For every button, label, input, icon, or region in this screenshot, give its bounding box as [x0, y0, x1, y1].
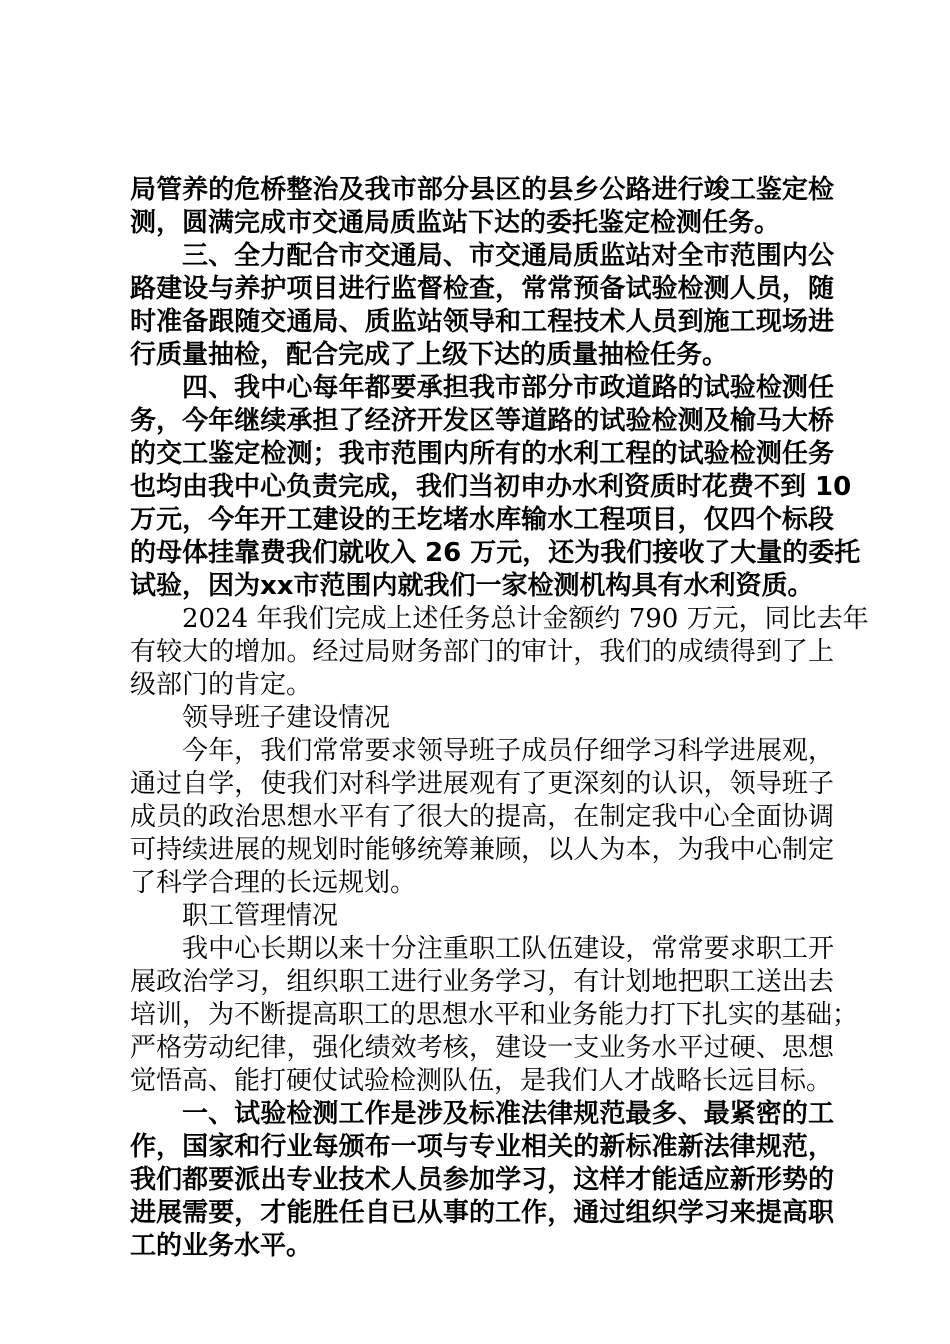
text-line: 严格劳动纪律，强化绩效考核，建设一支业务水平过硬、思想: [130, 1033, 834, 1063]
text-line: 试验，因为xx市范围内就我们一家检测机构具有水利资质。: [130, 571, 814, 601]
text-line: 万元，今年开工建设的王圪堵水库输水工程项目，仅四个标段: [130, 505, 834, 535]
text-line: 时准备跟随交通局、质监站领导和工程技术人员到施工现场进: [130, 307, 834, 337]
text-line: 通过自学，使我们对科学进展观有了更深刻的认识，领导班子: [130, 769, 834, 799]
text-line: 工的业务水平。: [130, 1231, 313, 1261]
text-line: 三、全力配合市交通局、市交通局质监站对全市范围内公: [182, 241, 834, 271]
text-line: 行质量抽检，配合完成了上级下达的质量抽检任务。: [130, 340, 729, 370]
text-line: 培训，为不断提高职工的思想水平和业务能力打下扎实的基础；: [130, 1000, 859, 1030]
text-line: 路建设与养护项目进行监督检查，常常预备试验检测人员，随: [130, 274, 834, 304]
text-line: 的交工鉴定检测；我市范围内所有的水利工程的试验检测任务: [130, 439, 834, 469]
paragraph-annual-total: [130, 603, 869, 702]
paragraph-staff: [130, 933, 859, 1098]
paragraph-item-three: [130, 240, 834, 372]
text-line: 四、我中心每年都要承担我市部分市政道路的试验检测任: [182, 373, 834, 403]
text-line: 2024 年我们完成上述任务总计金额约 790 万元，同比去年: [182, 604, 869, 634]
section-heading: 职工管理情况: [182, 901, 339, 931]
paragraph-leadership: [130, 735, 834, 900]
paragraph-item-four: [130, 372, 861, 603]
text-line: 的母体挂靠费我们就收入 26 万元，还为我们接收了大量的委托: [130, 538, 861, 568]
document-body: [130, 174, 869, 1263]
text-line: 有较大的增加。经过局财务部门的审计，我们的成绩得到了上: [130, 637, 834, 667]
text-line: 我们都要派出专业技术人员参加学习，这样才能适应新形势的: [130, 1165, 834, 1195]
section-heading: 领导班子建设情况: [182, 703, 391, 733]
section-heading-staff: [130, 900, 834, 933]
paragraph-bridge-inspection: [130, 174, 834, 240]
paragraph-item-one: [130, 1098, 834, 1263]
text-line: 觉悟高、能打硬仗试验检测队伍，是我们人才战略长远目标。: [130, 1066, 833, 1096]
text-line: 作，国家和行业每颁布一项与专业相关的新标准新法律规范，: [130, 1132, 834, 1162]
section-heading-leadership: [130, 702, 834, 735]
text-line: 务，今年继续承担了经济开发区等道路的试验检测及榆马大桥: [130, 406, 834, 436]
text-line: 级部门的肯定。: [130, 670, 313, 700]
text-line: 局管养的危桥整治及我市部分县区的县乡公路进行竣工鉴定检: [130, 175, 834, 205]
text-line: 一、试验检测工作是涉及标准法律规范最多、最紧密的工: [182, 1099, 834, 1129]
text-line: 成员的政治思想水平有了很大的提高，在制定我中心全面协调: [130, 802, 834, 832]
text-line: 今年，我们常常要求领导班子成员仔细学习科学进展观，: [182, 736, 834, 766]
text-line: 展政治学习，组织职工进行业务学习，有计划地把职工送出去: [130, 967, 834, 997]
text-line: 可持续进展的规划时能够统筹兼顾，以人为本，为我中心制定: [130, 835, 834, 865]
text-line: 也均由我中心负责完成，我们当初申办水利资质时花费不到 10: [130, 472, 852, 502]
text-line: 进展需要，才能胜任自已从事的工作，通过组织学习来提高职: [130, 1198, 834, 1228]
text-line: 我中心长期以来十分注重职工队伍建设，常常要求职工开: [182, 934, 834, 964]
text-line: 测，圆满完成市交通局质监站下达的委托鉴定检测任务。: [130, 208, 781, 238]
text-line: 了科学合理的长远规划。: [130, 868, 417, 898]
